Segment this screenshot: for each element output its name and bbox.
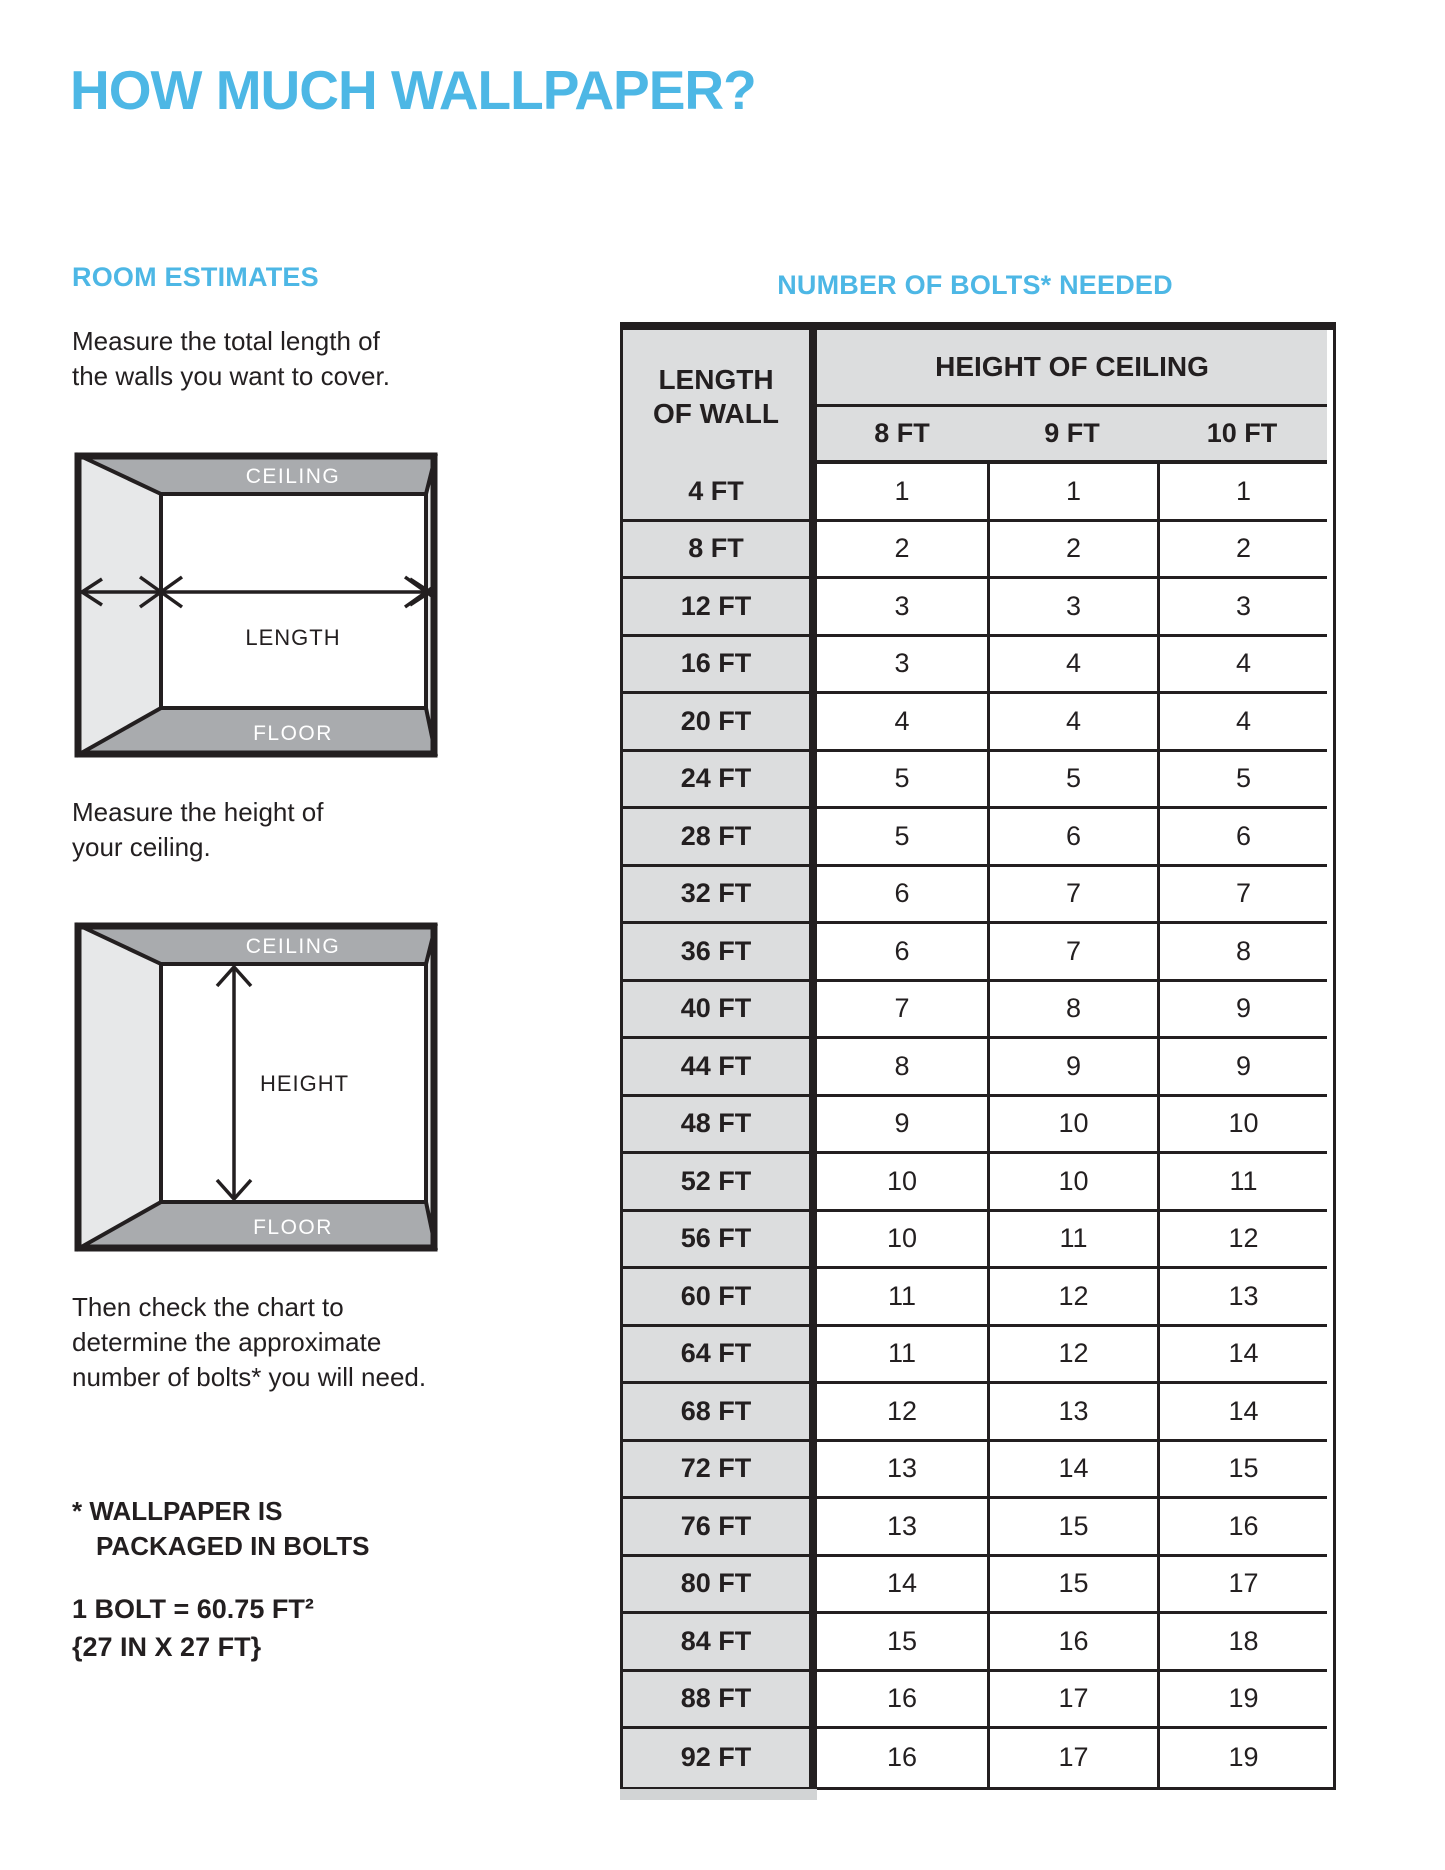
row-label: 64 FT — [623, 1327, 817, 1385]
table-row — [623, 924, 1333, 982]
table-row — [623, 1212, 1333, 1270]
table-row — [623, 752, 1333, 810]
bolt-count-cell: 13 — [817, 1442, 987, 1500]
height-label: HEIGHT — [260, 1071, 350, 1096]
bolt-count-cell: 9 — [987, 1039, 1157, 1097]
floor-label: FLOOR — [253, 1216, 333, 1239]
length-label: LENGTH — [245, 625, 341, 650]
table-body — [623, 464, 1333, 1787]
column-header-10ft: 10 FT — [1206, 418, 1278, 448]
table-row — [623, 1729, 1333, 1787]
bolt-count-cell: 7 — [1157, 867, 1327, 925]
bolts-footnote — [72, 1494, 369, 1564]
page-title: HOW MUCH WALLPAPER? — [70, 59, 756, 121]
bolt-count-cell: 5 — [817, 752, 987, 810]
bolt-count-cell: 8 — [987, 982, 1157, 1040]
room-estimates-heading: ROOM ESTIMATES — [72, 262, 319, 292]
row-label: 36 FT — [623, 924, 817, 982]
table-row — [623, 579, 1333, 637]
paragraph-line: Measure the height of — [72, 797, 324, 827]
ceiling-height-columns — [817, 407, 1327, 464]
bolts-table — [620, 322, 1336, 1790]
paragraph-line: the walls you want to cover. — [72, 361, 390, 391]
bolt-count-cell: 2 — [987, 522, 1157, 580]
bolt-count-cell: 5 — [1157, 752, 1327, 810]
bolt-count-cell: 16 — [1157, 1499, 1327, 1557]
bolt-count-cell: 13 — [987, 1384, 1157, 1442]
table-heading-wrap — [620, 270, 1330, 301]
row-label: 12 FT — [623, 579, 817, 637]
row-label: 80 FT — [623, 1557, 817, 1615]
paragraph-line: Measure the total length of — [72, 326, 380, 356]
bolt-count-cell: 12 — [1157, 1212, 1327, 1270]
left-wall-surface — [76, 924, 161, 1250]
table-row — [623, 522, 1333, 580]
bolt-count-cell: 9 — [817, 1097, 987, 1155]
bolt-count-cell: 15 — [987, 1557, 1157, 1615]
table-row — [623, 1672, 1333, 1730]
table-row — [623, 694, 1333, 752]
row-label: 92 FT — [623, 1729, 817, 1787]
bolt-count-cell: 11 — [987, 1212, 1157, 1270]
table-row — [623, 1039, 1333, 1097]
bolt-dimensions: {27 IN X 27 FT} — [72, 1632, 262, 1662]
bolt-count-cell: 19 — [1157, 1729, 1327, 1787]
table-row — [623, 464, 1333, 522]
row-label: 32 FT — [623, 867, 817, 925]
row-label: 48 FT — [623, 1097, 817, 1155]
row-label: 72 FT — [623, 1442, 817, 1500]
bolt-count-cell: 9 — [1157, 982, 1327, 1040]
height-of-ceiling-header: HEIGHT OF CEILING — [817, 330, 1327, 407]
bolt-count-cell: 16 — [817, 1672, 987, 1730]
bolt-count-cell: 12 — [987, 1327, 1157, 1385]
ceiling-label: CEILING — [245, 465, 341, 488]
bolt-count-cell: 17 — [987, 1729, 1157, 1787]
bolt-count-cell: 5 — [987, 752, 1157, 810]
row-label: 84 FT — [623, 1614, 817, 1672]
bolt-count-cell: 11 — [817, 1269, 987, 1327]
table-row — [623, 867, 1333, 925]
row-label: 60 FT — [623, 1269, 817, 1327]
bolt-count-cell: 10 — [987, 1097, 1157, 1155]
row-label: 40 FT — [623, 982, 817, 1040]
paragraph-line: your ceiling. — [72, 832, 211, 862]
bolt-count-cell: 10 — [817, 1154, 987, 1212]
table-row — [623, 1384, 1333, 1442]
bolt-count-cell: 5 — [817, 809, 987, 867]
bolt-count-cell: 14 — [987, 1442, 1157, 1500]
ceiling-header-group — [817, 330, 1327, 464]
table-footer-stub — [620, 1789, 817, 1800]
bolt-count-cell: 6 — [1157, 809, 1327, 867]
table-row — [623, 637, 1333, 695]
row-label: 20 FT — [623, 694, 817, 752]
bolt-count-cell: 6 — [987, 809, 1157, 867]
table-row — [623, 1097, 1333, 1155]
bolt-count-cell: 14 — [1157, 1384, 1327, 1442]
row-label: 16 FT — [623, 637, 817, 695]
table-row — [623, 982, 1333, 1040]
bolt-count-cell: 3 — [987, 579, 1157, 637]
row-label: 52 FT — [623, 1154, 817, 1212]
measure-length-paragraph — [72, 324, 390, 394]
bolt-count-cell: 8 — [1157, 924, 1327, 982]
bolt-count-cell: 7 — [817, 982, 987, 1040]
bolt-count-cell: 12 — [987, 1269, 1157, 1327]
measure-height-paragraph — [72, 795, 324, 865]
header-line: OF WALL — [653, 398, 779, 429]
row-label: 28 FT — [623, 809, 817, 867]
bolt-count-cell: 2 — [817, 522, 987, 580]
bolt-count-cell: 10 — [1157, 1097, 1327, 1155]
length-of-wall-header — [623, 330, 817, 464]
row-label: 24 FT — [623, 752, 817, 810]
table-row — [623, 1442, 1333, 1500]
bolt-count-cell: 18 — [1157, 1614, 1327, 1672]
room-length-diagram — [74, 452, 438, 758]
table-row — [623, 1154, 1333, 1212]
bolt-count-cell: 9 — [1157, 1039, 1327, 1097]
paragraph-line: determine the approximate — [72, 1327, 382, 1357]
bolt-count-cell: 3 — [1157, 579, 1327, 637]
bolt-count-cell: 11 — [1157, 1154, 1327, 1212]
bolt-count-cell: 4 — [987, 694, 1157, 752]
bolt-count-cell: 16 — [817, 1729, 987, 1787]
bolt-count-cell: 15 — [987, 1499, 1157, 1557]
bolts-needed-heading: NUMBER OF BOLTS* NEEDED — [777, 270, 1173, 300]
bolt-count-cell: 13 — [817, 1499, 987, 1557]
bolt-count-cell: 7 — [987, 924, 1157, 982]
header-line: LENGTH — [658, 364, 774, 395]
column-header-9ft: 9 FT — [1044, 418, 1100, 448]
footnote-line: PACKAGED IN BOLTS — [96, 1531, 370, 1561]
check-chart-paragraph — [72, 1290, 426, 1395]
floor-label: FLOOR — [253, 722, 333, 745]
row-label: 68 FT — [623, 1384, 817, 1442]
column-header-8ft: 8 FT — [874, 418, 930, 448]
bolt-count-cell: 14 — [1157, 1327, 1327, 1385]
bolt-count-cell: 3 — [817, 579, 987, 637]
paragraph-line: number of bolts* you will need. — [72, 1362, 427, 1392]
bolt-count-cell: 8 — [817, 1039, 987, 1097]
bolt-count-cell: 15 — [1157, 1442, 1327, 1500]
row-label: 56 FT — [623, 1212, 817, 1270]
bolt-count-cell: 4 — [987, 637, 1157, 695]
bolt-count-cell: 4 — [1157, 694, 1327, 752]
bolt-count-cell: 17 — [987, 1672, 1157, 1730]
bolt-count-cell: 14 — [817, 1557, 987, 1615]
left-wall-surface — [76, 454, 161, 756]
bolt-count-cell: 3 — [817, 637, 987, 695]
bolt-count-cell: 1 — [1157, 464, 1327, 522]
bolt-count-cell: 7 — [987, 867, 1157, 925]
bolt-count-cell: 19 — [1157, 1672, 1327, 1730]
bolt-count-cell: 11 — [817, 1327, 987, 1385]
table-row — [623, 1269, 1333, 1327]
row-label: 4 FT — [623, 464, 817, 522]
table-row — [623, 1557, 1333, 1615]
bolt-count-cell: 2 — [1157, 522, 1327, 580]
bolt-count-cell: 1 — [987, 464, 1157, 522]
bolt-count-cell: 15 — [817, 1614, 987, 1672]
ceiling-label: CEILING — [245, 935, 341, 958]
bolt-count-cell: 10 — [987, 1154, 1157, 1212]
bolt-count-cell: 13 — [1157, 1269, 1327, 1327]
row-label: 88 FT — [623, 1672, 817, 1730]
table-row — [623, 1614, 1333, 1672]
bolt-count-cell: 4 — [817, 694, 987, 752]
table-row — [623, 1499, 1333, 1557]
bolt-count-cell: 4 — [1157, 637, 1327, 695]
paragraph-line: Then check the chart to — [72, 1292, 344, 1322]
bolt-count-cell: 17 — [1157, 1557, 1327, 1615]
footnote-line: * WALLPAPER IS — [72, 1496, 283, 1526]
room-height-diagram — [74, 922, 438, 1252]
row-label: 8 FT — [623, 522, 817, 580]
bolt-count-cell: 6 — [817, 924, 987, 982]
bolt-equation: 1 BOLT = 60.75 FT² — [72, 1594, 314, 1624]
bolt-count-cell: 10 — [817, 1212, 987, 1270]
row-label: 76 FT — [623, 1499, 817, 1557]
bolt-size-info — [72, 1590, 314, 1666]
bolt-count-cell: 1 — [817, 464, 987, 522]
table-row — [623, 809, 1333, 867]
bolt-count-cell: 6 — [817, 867, 987, 925]
table-header — [623, 330, 1333, 464]
row-label: 44 FT — [623, 1039, 817, 1097]
table-row — [623, 1327, 1333, 1385]
bolt-count-cell: 16 — [987, 1614, 1157, 1672]
bolt-count-cell: 12 — [817, 1384, 987, 1442]
back-wall — [161, 494, 426, 708]
